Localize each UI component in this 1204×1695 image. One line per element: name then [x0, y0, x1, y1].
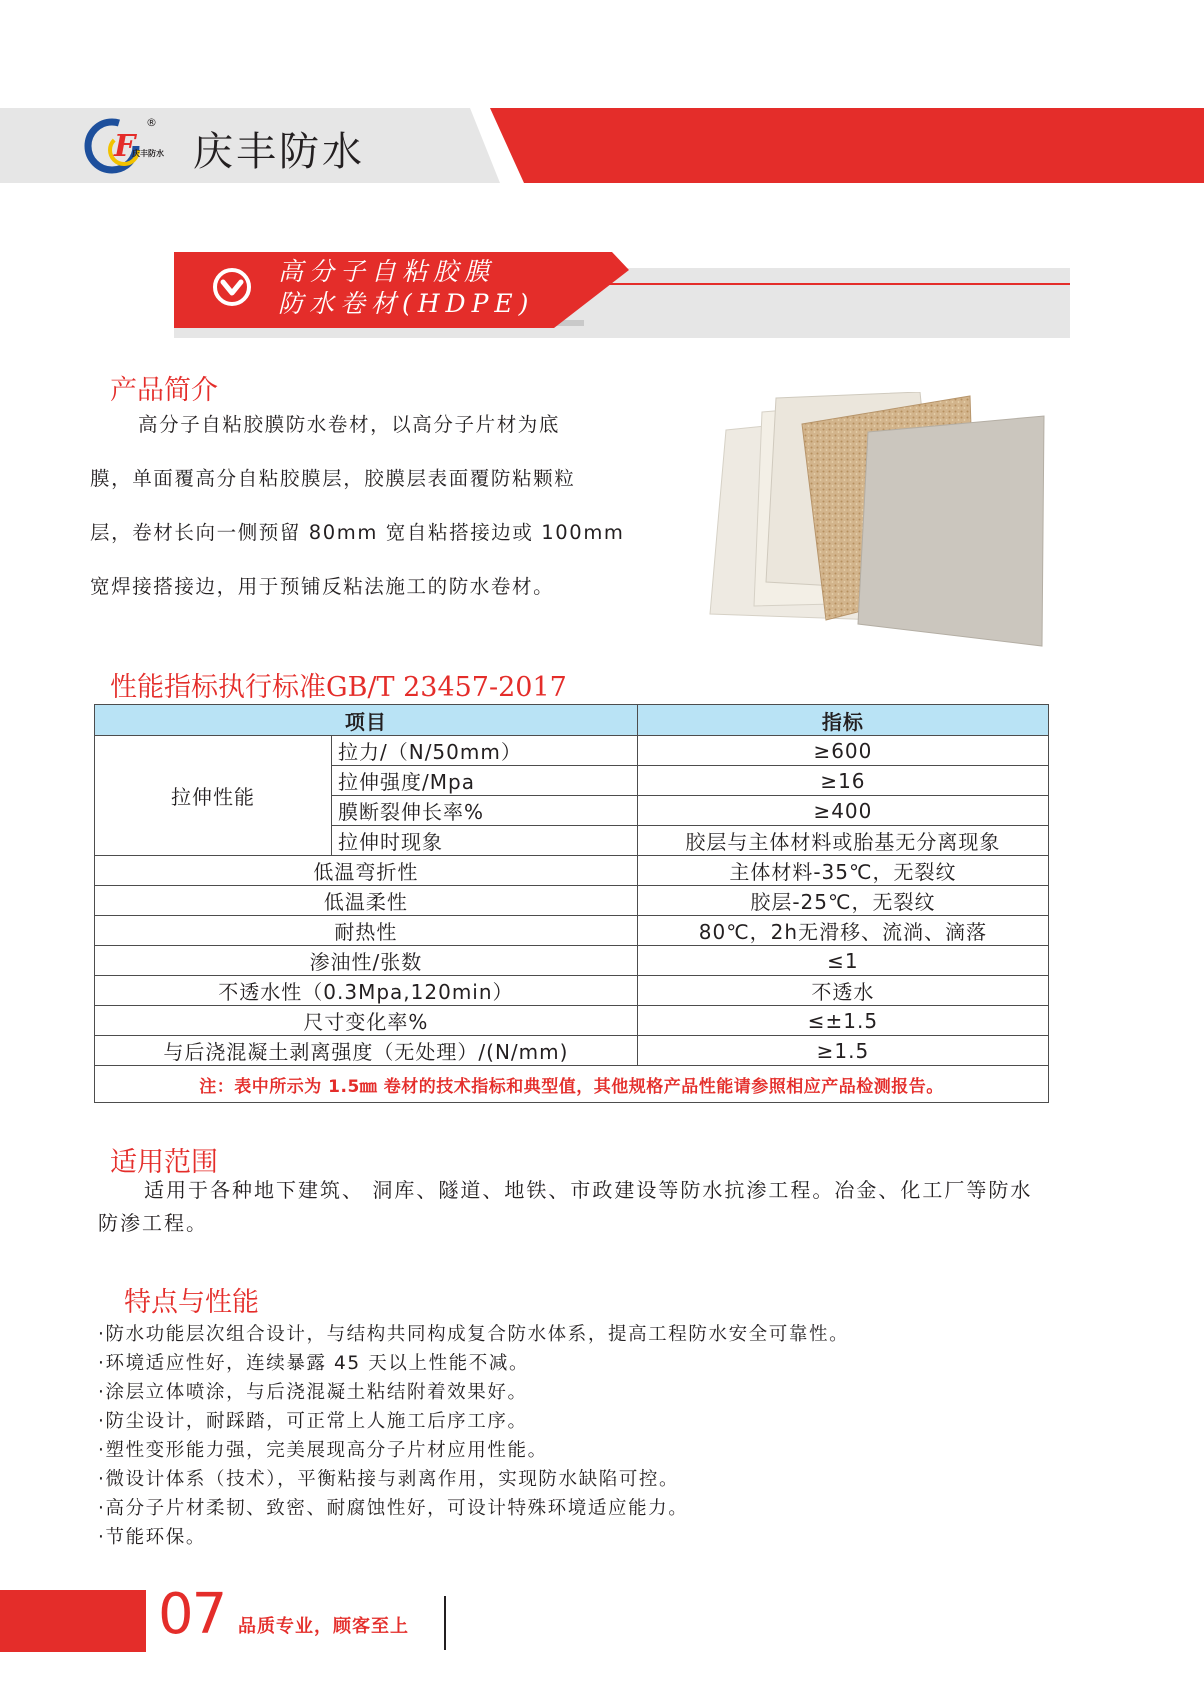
table-cell-value: ≥16	[637, 766, 1048, 796]
feature-item: ·涂层立体喷涂，与后浇混凝土粘结附着效果好。	[98, 1382, 528, 1403]
table-row	[95, 886, 1049, 916]
table-cell-item: 拉力/（N/50mm）	[332, 736, 638, 766]
feature-item: ·环境适应性好，连续暴露 45 天以上性能不减。	[98, 1353, 530, 1374]
product-title-line2: 防水卷材(HDPE)	[278, 289, 535, 318]
table-cell-value: 胶层-25℃，无裂纹	[637, 886, 1048, 916]
intro-heading: 产品简介	[110, 375, 218, 406]
feature-item: ·防尘设计，耐踩踏，可正常上人施工后序工序。	[98, 1411, 528, 1432]
footer-red-block	[0, 1590, 146, 1652]
table-row	[95, 1036, 1049, 1066]
table-cell-value: 主体材料-35℃，无裂纹	[637, 856, 1048, 886]
feature-item: ·高分子片材柔韧、致密、耐腐蚀性好，可设计特殊环境适应能力。	[98, 1498, 689, 1519]
table-cell-value: 不透水	[637, 976, 1048, 1006]
table-row	[95, 946, 1049, 976]
table-cell-item: 低温柔性	[95, 886, 638, 916]
table-cell-item: 拉伸强度/Mpa	[332, 766, 638, 796]
table-cell-item: 不透水性（0.3Mpa,120min）	[95, 976, 638, 1006]
svg-text:F: F	[114, 129, 136, 164]
features-heading: 特点与性能	[124, 1287, 259, 1318]
header-red-band	[490, 108, 1204, 183]
title-banner-line	[590, 283, 1070, 285]
table-cell-value: ≥1.5	[637, 1036, 1048, 1066]
intro-line: 层，卷材长向一侧预留 80mm 宽自粘搭接边或 100mm	[90, 521, 625, 544]
table-cell-value: ≥400	[637, 796, 1048, 826]
intro-line: 高分子自粘胶膜防水卷材，以高分子片材为底	[138, 413, 561, 436]
standard-heading: 性能指标执行标准GB/T 23457-2017	[110, 672, 567, 703]
scope-line1: 适用于各种地下建筑、 洞库、隧道、地铁、市政建设等防水抗渗工程。冶金、化工厂等防水	[144, 1178, 1033, 1202]
table-row	[95, 916, 1049, 946]
table-row	[95, 736, 1049, 766]
table-cell-item: 与后浇混凝土剥离强度（无处理）/(N/mm)	[95, 1036, 638, 1066]
table-row	[95, 976, 1049, 1006]
footer-slogan: 品质专业，顾客至上	[238, 1616, 409, 1637]
intro-line: 宽焊接搭接边，用于预铺反粘法施工的防水卷材。	[90, 575, 555, 598]
table-cell-value: ≤±1.5	[637, 1006, 1048, 1036]
table-cell-item: 渗油性/张数	[95, 946, 638, 976]
table-cell-item: 膜断裂伸长率%	[332, 796, 638, 826]
intro-paragraph	[90, 398, 680, 614]
page-number: 07	[158, 1582, 226, 1647]
table-cell-value: ≥600	[637, 736, 1048, 766]
table-note-row	[95, 1066, 1049, 1103]
table-cell-item: 耐热性	[95, 916, 638, 946]
product-title-line1: 高分子自粘胶膜	[278, 257, 496, 286]
feature-item: ·塑性变形能力强，完美展现高分子片材应用性能。	[98, 1440, 548, 1461]
spec-table	[94, 704, 1049, 1103]
registered-mark: ®	[146, 116, 157, 129]
table-cell-item: 拉伸时现象	[332, 826, 638, 856]
features-list	[98, 1320, 849, 1552]
col-header-item: 项目	[95, 705, 638, 736]
chevron-down-circle-icon	[211, 266, 253, 308]
table-row	[95, 1006, 1049, 1036]
feature-item: ·节能环保。	[98, 1527, 206, 1548]
feature-item: ·防水功能层次组合设计，与结构共同构成复合防水体系，提高工程防水安全可靠性。	[98, 1324, 850, 1345]
brand-name: 庆丰防水	[193, 129, 365, 175]
table-note: 注：表中所示为 1.5㎜ 卷材的技术指标和典型值，其他规格产品性能请参照相应产品检测报告。	[95, 1066, 1049, 1103]
scope-line2: 防渗工程。	[98, 1211, 208, 1235]
logo-caption: 庆丰防水	[132, 149, 164, 158]
col-header-index: 指标	[637, 705, 1048, 736]
table-header-row	[95, 705, 1049, 736]
table-cell-item: 低温弯折性	[95, 856, 638, 886]
footer-divider	[444, 1596, 446, 1650]
table-row	[95, 856, 1049, 886]
table-cell-item: 尺寸变化率%	[95, 1006, 638, 1036]
feature-item: ·微设计体系（技术），平衡粘接与剥离作用，实现防水缺陷可控。	[98, 1469, 680, 1490]
brand-logo	[84, 116, 194, 176]
product-title	[278, 256, 534, 320]
product-sample-image	[690, 392, 1060, 654]
scope-heading: 适用范围	[110, 1147, 218, 1178]
group-label: 拉伸性能	[95, 736, 332, 856]
table-cell-value: 胶层与主体材料或胎基无分离现象	[637, 826, 1048, 856]
intro-line: 膜，单面覆高分自粘胶膜层，胶膜层表面覆防粘颗粒	[90, 467, 576, 490]
table-cell-value: ≤1	[637, 946, 1048, 976]
table-cell-value: 80℃，2h无滑移、流淌、滴落	[637, 916, 1048, 946]
